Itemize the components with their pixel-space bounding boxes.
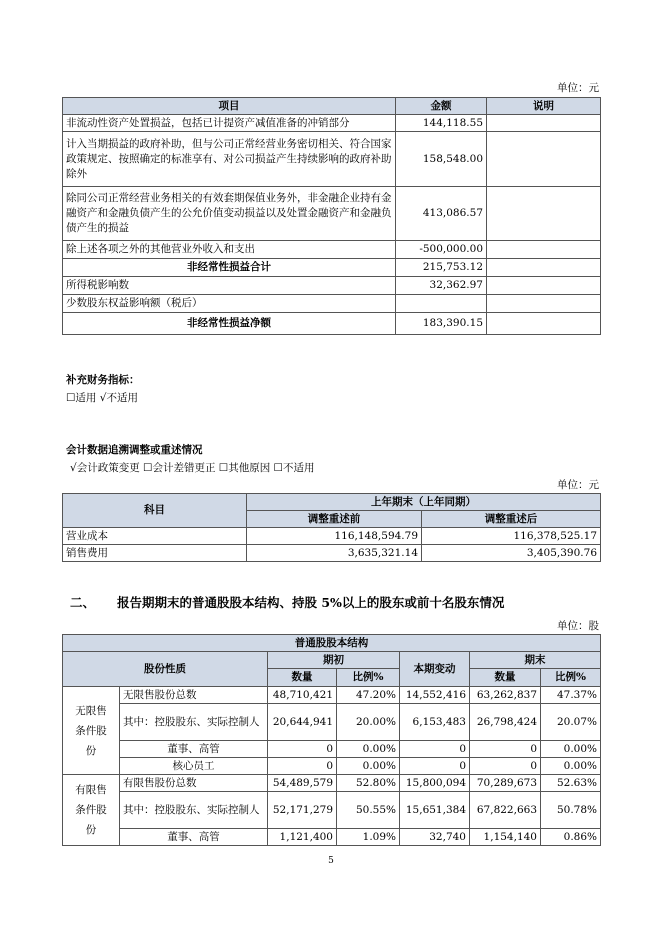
table-row: 其中：控股股东、实际控制人 52,171,279 50.55% 15,651,384 67,822,663 50.78% [63,792,601,829]
unit-label-yuan-2: 单位：元 [557,479,599,491]
table-row-net: 非经常性损益净额 183,390.15 [63,313,601,335]
header-change: 本期变动 [400,652,470,687]
table-row: 核心员工 0 0.00% 0 0 0.00% [63,758,601,775]
header-begin-qty: 数量 [268,669,337,687]
table-row: 销售费用 3,635,321.14 3,405,390.76 [63,545,601,562]
section2-number: 二、 [70,595,96,610]
section2-title: 报告期期末的普通股股本结构、持股 5%以上的股东或前十名股东情况 [117,595,505,610]
unit-label-yuan-1: 单位：元 [557,82,599,94]
non-recurring-table [62,97,601,335]
header-end-qty: 数量 [470,669,541,687]
col-header-amount: 金额 [396,98,487,115]
header-period: 上年期末（上年同期） [247,494,601,511]
header-nature: 股份性质 [63,652,268,687]
table-row: 所得税影响数 32,362.97 [63,277,601,295]
table-row: 董事、高管 0 0.00% 0 0 0.00% [63,741,601,758]
header-begin-ratio: 比例% [337,669,400,687]
table-row: 除上述各项之外的其他营业外收入和支出 -500,000.00 [63,241,601,259]
col-header-note: 说明 [487,98,601,115]
adjustment-table [62,493,601,562]
table-title: 普通股股本结构 [63,635,601,652]
col-header-item: 项目 [63,98,396,115]
group-label-unrestricted: 无限售条件股份 [63,687,120,775]
header-end-ratio: 比例% [541,669,601,687]
table-row: 其中：控股股东、实际控制人 20,644,941 20.00% 6,153,483 26,798,424 20.07% [63,704,601,741]
table-row: 除同公司正常经营业务相关的有效套期保值业务外，非金融企业持有金融资产和金融负债产生的公允价值变动损益以及处置金融资产和金融负债产生的损益 413,086.57 [63,187,601,241]
table-row: 无限售条件股份 无限售股份总数 48,710,421 47.20% 14,552,416 63,262,837 47.37% [63,687,601,704]
supp-options: ☐适用 √不适用 [66,392,138,404]
table-row-total: 非经常性损益合计 215,753.12 [63,259,601,277]
header-before: 调整重述前 [247,511,422,528]
header-subject: 科目 [63,494,247,528]
header-end: 期末 [470,652,601,669]
page-number: 5 [328,856,334,866]
table-row: 计入当期损益的政府补助，但与公司正常经营业务密切相关、符合国家政策规定、按照确定的标准享有、对公司损益产生持续影响的政府补助除外 158,548.00 [63,132,601,187]
unit-label-shares: 单位：股 [557,620,599,632]
header-after: 调整重述后 [422,511,601,528]
share-structure-table [62,634,601,846]
table-row: 非流动性资产处置损益，包括已计提资产减值准备的冲销部分 144,118.55 [63,115,601,132]
table-row: 有限售条件股份 有限售股份总数 54,489,579 52.80% 15,800,094 70,289,673 52.63% [63,775,601,792]
adj-options: √会计政策变更 ☐会计差错更正 ☐其他原因 ☐不适用 [70,462,315,474]
table-row: 营业成本 116,148,594.79 116,378,525.17 [63,528,601,545]
supp-title: 补充财务指标： [66,374,140,386]
table-row: 少数股东权益影响额（税后） [63,295,601,313]
adj-title: 会计数据追溯调整或重述情况 [66,444,203,456]
table-row: 董事、高管 1,121,400 1.09% 32,740 1,154,140 0.86% [63,829,601,846]
header-begin: 期初 [268,652,400,669]
group-label-restricted: 有限售条件股份 [63,775,120,846]
